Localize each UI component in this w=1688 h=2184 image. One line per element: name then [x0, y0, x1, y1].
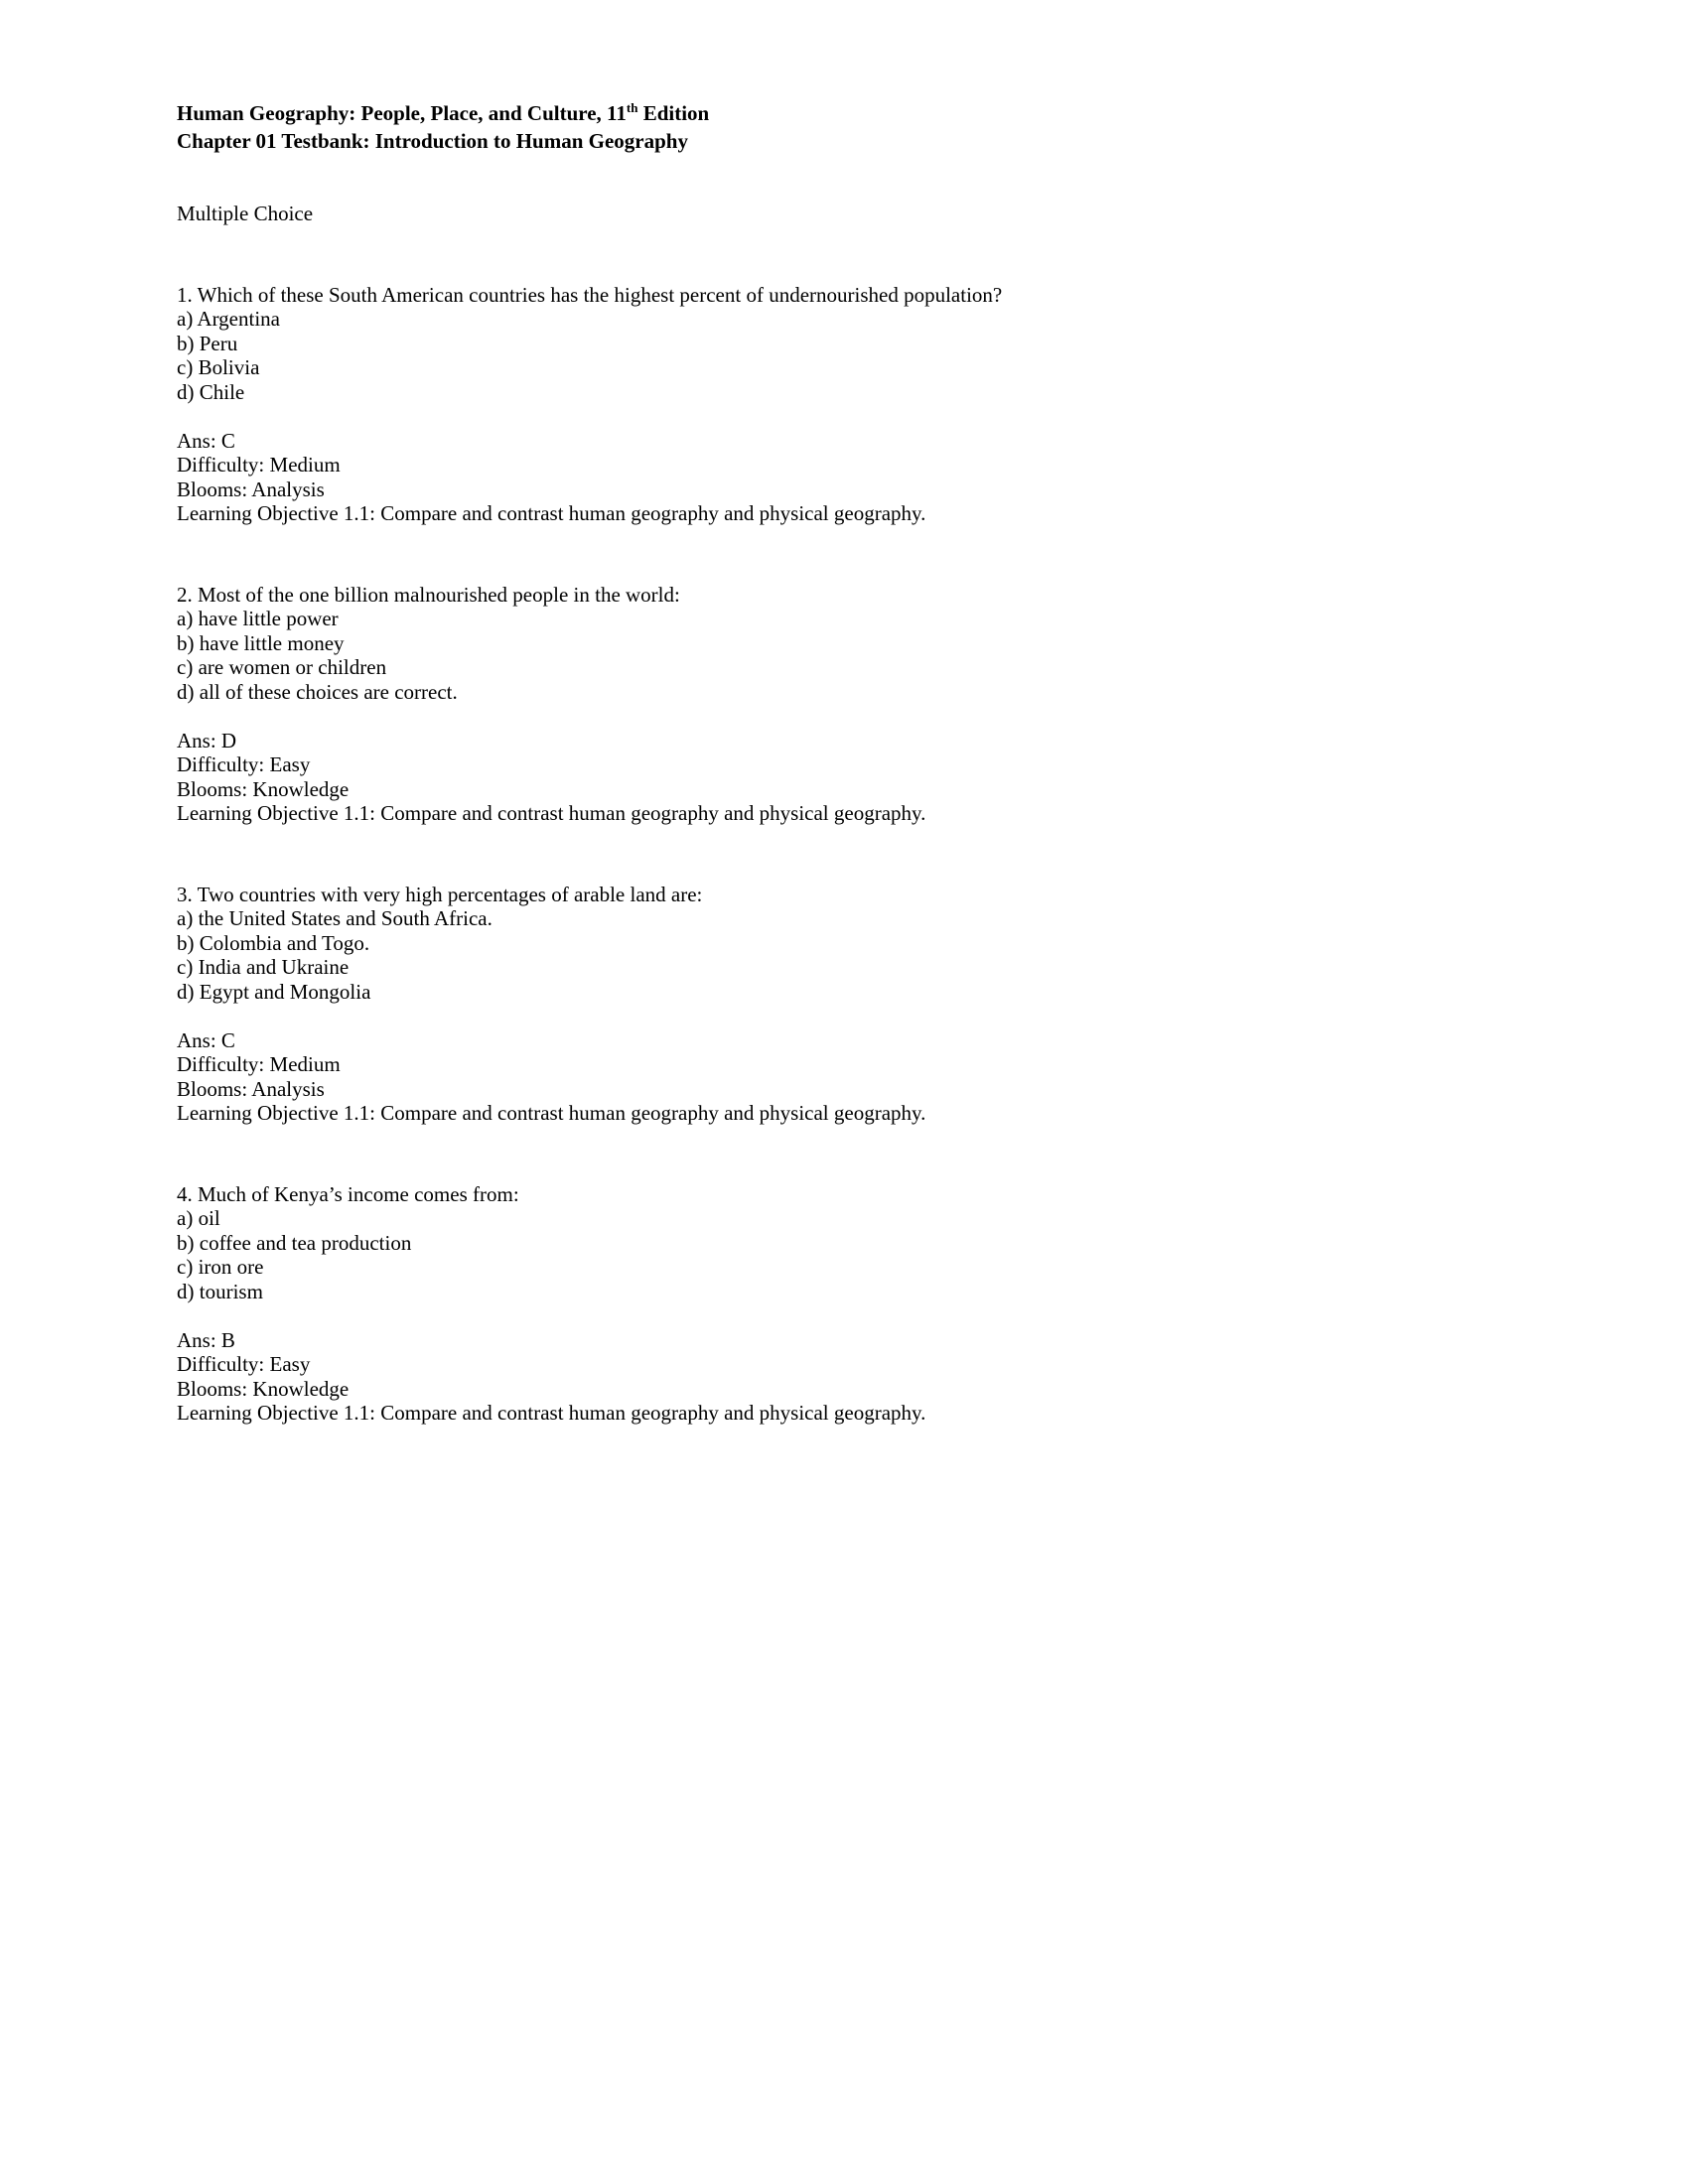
answer-line: Ans: C [177, 428, 235, 453]
blooms-line: Blooms: Knowledge [177, 1376, 350, 1401]
question-option-c: c) India and Ukraine [177, 955, 350, 979]
question-option-a: a) have little power [177, 607, 339, 630]
blooms-line: Blooms: Knowledge [177, 776, 350, 801]
difficulty-line: Difficulty: Easy [177, 752, 311, 776]
question-option-d: d) Chile [177, 379, 245, 404]
difficulty-line: Difficulty: Medium [177, 453, 341, 477]
question-option-c: c) Bolivia [177, 355, 260, 379]
document-header [177, 99, 1497, 155]
question-option-d: d) tourism [177, 1279, 263, 1303]
difficulty-line: Difficulty: Easy [177, 1352, 311, 1376]
document-title [177, 99, 1497, 127]
question-option-d: d) all of these choices are correct. [177, 679, 458, 704]
answer-line: Ans: B [177, 1327, 235, 1352]
question-text: 4. Much of Kenya’s income comes from: [177, 1181, 519, 1206]
question-option-c: c) iron ore [177, 1255, 264, 1279]
answer-line: Ans: C [177, 1027, 235, 1052]
question-option-a: a) oil [177, 1206, 220, 1230]
blooms-line: Blooms: Analysis [177, 477, 325, 501]
question-text: 3. Two countries with very high percentages of arable land are: [177, 882, 703, 906]
question-text: 1. Which of these South American countries has the highest percent of undernourished population? [177, 282, 1003, 307]
question-meta [177, 1028, 1497, 1126]
difficulty-line: Difficulty: Medium [177, 1052, 341, 1076]
learning-objective-line: Learning Objective 1.1: Compare and contrast human geography and physical geography. [177, 801, 926, 825]
document-title-tail: Edition [637, 101, 710, 125]
question-option-a: a) Argentina [177, 307, 280, 331]
document-title-superscript: th [626, 100, 638, 115]
question-meta [177, 729, 1497, 826]
question-meta [177, 1328, 1497, 1426]
learning-objective-line: Learning Objective 1.1: Compare and contrast human geography and physical geography. [177, 1101, 926, 1125]
question-meta [177, 429, 1497, 526]
question-option-b: b) have little money [177, 630, 345, 655]
document-content [177, 99, 1497, 1426]
question-block-2 [177, 583, 1497, 826]
question-block-1 [177, 283, 1497, 526]
question-option-a: a) the United States and South Africa. [177, 906, 492, 930]
question-option-c: c) are women or children [177, 655, 387, 679]
question-block-4 [177, 1182, 1497, 1426]
document-title-main: Human Geography: People, Place, and Culture, 11 [177, 101, 627, 125]
answer-line: Ans: D [177, 728, 237, 752]
question-block-3 [177, 883, 1497, 1126]
question-option-b: b) Peru [177, 331, 238, 355]
question-option-b: b) coffee and tea production [177, 1230, 412, 1255]
learning-objective-line: Learning Objective 1.1: Compare and contrast human geography and physical geography. [177, 501, 926, 525]
question-option-b: b) Colombia and Togo. [177, 930, 370, 955]
document-subtitle: Chapter 01 Testbank: Introduction to Human Geography [177, 129, 688, 153]
section-heading: Multiple Choice [177, 202, 314, 225]
question-text: 2. Most of the one billion malnourished people in the world: [177, 582, 680, 607]
blooms-line: Blooms: Analysis [177, 1076, 325, 1101]
learning-objective-line: Learning Objective 1.1: Compare and contrast human geography and physical geography. [177, 1401, 926, 1425]
question-option-d: d) Egypt and Mongolia [177, 979, 371, 1004]
